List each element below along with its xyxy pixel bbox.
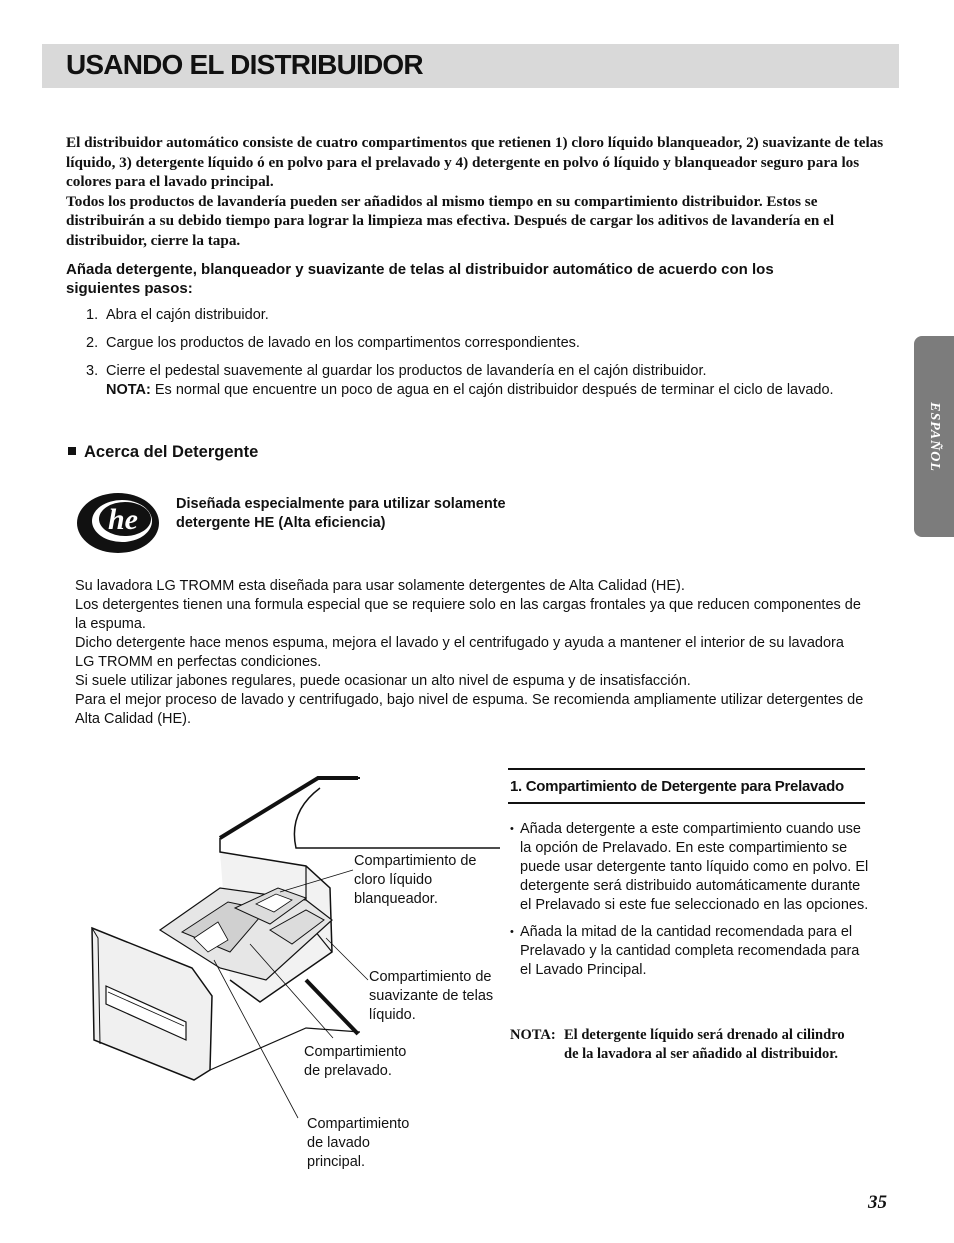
- detergent-heading-text: Acerca del Detergente: [84, 443, 259, 461]
- step-number: 1.: [86, 307, 99, 323]
- bullet-icon: •: [510, 823, 514, 835]
- language-tab-label: ESPAÑOL: [927, 401, 942, 472]
- intro-paragraph-1: El distribuidor automático consiste de cuatro compartimentos que retienen 1) cloro líquido blanqueador, 2) suavizante de telas líquido, 3) detergente líquido ó en polvo para el prelavado y 4) detergente en polvo ó líquido y blanqueador seguro para los colores para el lavado principal.: [66, 134, 884, 191]
- detergent-paragraph: Si suele utilizar jabones regulares, puede ocasionar un alto nivel de espuma y de insatisfacción.: [75, 673, 691, 689]
- label-prewash-compartment: Compartimiento de prelavado.: [304, 1044, 407, 1079]
- detergent-paragraph: Los detergentes tienen una formula especial que se requiere solo en las cargas frontales ya que reducen componentes de la espuma.: [75, 597, 861, 632]
- step-note-text: Es normal que encuentre un poco de agua en el cajón distribuidor después de terminar el ciclo de lavado.: [154, 382, 834, 398]
- intro: [66, 133, 886, 251]
- label-bleach-compartment: Compartimiento de cloro líquido blanqueador.: [354, 853, 477, 907]
- bullet-icon: •: [510, 926, 514, 938]
- detergent-description: [75, 577, 865, 729]
- he-logo: [76, 490, 160, 554]
- prewash-panel-title: 1. Compartimiento de Detergente para Prelavado: [508, 768, 865, 804]
- title-bar: [42, 44, 899, 88]
- page-title: USANDO EL DISTRIBUIDOR: [66, 49, 423, 80]
- dispenser-diagram: [70, 770, 500, 1190]
- step-item: [86, 334, 856, 353]
- step-number: 3.: [86, 363, 99, 379]
- prewash-bullet-text: Añada la mitad de la cantidad recomendada para el Prelavado y la cantidad completa recomendada para el Lavado Principal.: [520, 924, 860, 978]
- list-item: [510, 820, 870, 915]
- prewash-bullet-text: Añada detergente a este compartimiento cuando use la opción de Prelavado. En este compartimiento se puede usar detergente tanto líquido como en polvo. El detergente será distribuido automáticamente durante el Prelavado si este fue seleccionado en las opciones.: [520, 821, 869, 913]
- detergent-paragraph: Dicho detergente hace menos espuma, mejora el lavado y el centrifugado y ayuda a mantener el interior de su lavadora LG TROMM en perfectas condiciones.: [75, 635, 844, 670]
- square-bullet-icon: [68, 447, 76, 455]
- list-item: [510, 923, 870, 980]
- steps-list: [86, 306, 856, 409]
- step-text: Cierre el pedestal suavemente al guardar los productos de lavandería en el cajón distribuidor.: [106, 363, 707, 379]
- intro-paragraph-2: Todos los productos de lavandería pueden ser añadidos al mismo tiempo en su compartimiento distribuidor. Estos se distribuirán a su debido tiempo para lograr la limpieza mas efectiva. Después de cargar los aditivos de lavandería en el distribuidor, cierre la tapa.: [66, 192, 835, 249]
- label-main-wash-compartment: Compartimiento de lavado principal.: [307, 1116, 410, 1170]
- step-note: [106, 382, 834, 398]
- prewash-note-text: El detergente líquido será drenado al cilindro de la lavadora al ser añadido al distribuidor.: [564, 1027, 845, 1062]
- page-number: 35: [868, 1192, 887, 1213]
- prewash-bullets: [510, 820, 870, 988]
- language-tab: [914, 336, 954, 537]
- detergent-paragraph: Para el mejor proceso de lavado y centrifugado, bajo nivel de espuma. Se recomienda ampliamente utilizar detergentes de Alta Calidad (HE).: [75, 692, 864, 727]
- step-text: Cargue los productos de lavado en los compartimentos correspondientes.: [106, 335, 580, 351]
- he-logo-text: he: [108, 503, 138, 536]
- detergent-section-heading: [68, 443, 258, 462]
- step-number: 2.: [86, 335, 99, 351]
- detergent-paragraph: Su lavadora LG TROMM esta diseñada para usar solamente detergentes de Alta Calidad (HE).: [75, 578, 685, 594]
- prewash-note-label: NOTA:: [510, 1027, 556, 1043]
- he-note: Diseñada especialmente para utilizar solamente detergente HE (Alta eficiencia): [176, 496, 506, 531]
- steps-heading: Añada detergente, blanqueador y suavizante de telas al distribuidor automático de acuerdo con los siguientes pasos:: [66, 261, 774, 297]
- step-note-label: NOTA:: [106, 382, 151, 398]
- label-softener-compartment: Compartimiento de suavizante de telas líquido.: [369, 969, 494, 1023]
- step-item: [86, 362, 856, 400]
- prewash-note: [510, 1026, 850, 1064]
- step-item: [86, 306, 856, 325]
- step-text: Abra el cajón distribuidor.: [106, 307, 269, 323]
